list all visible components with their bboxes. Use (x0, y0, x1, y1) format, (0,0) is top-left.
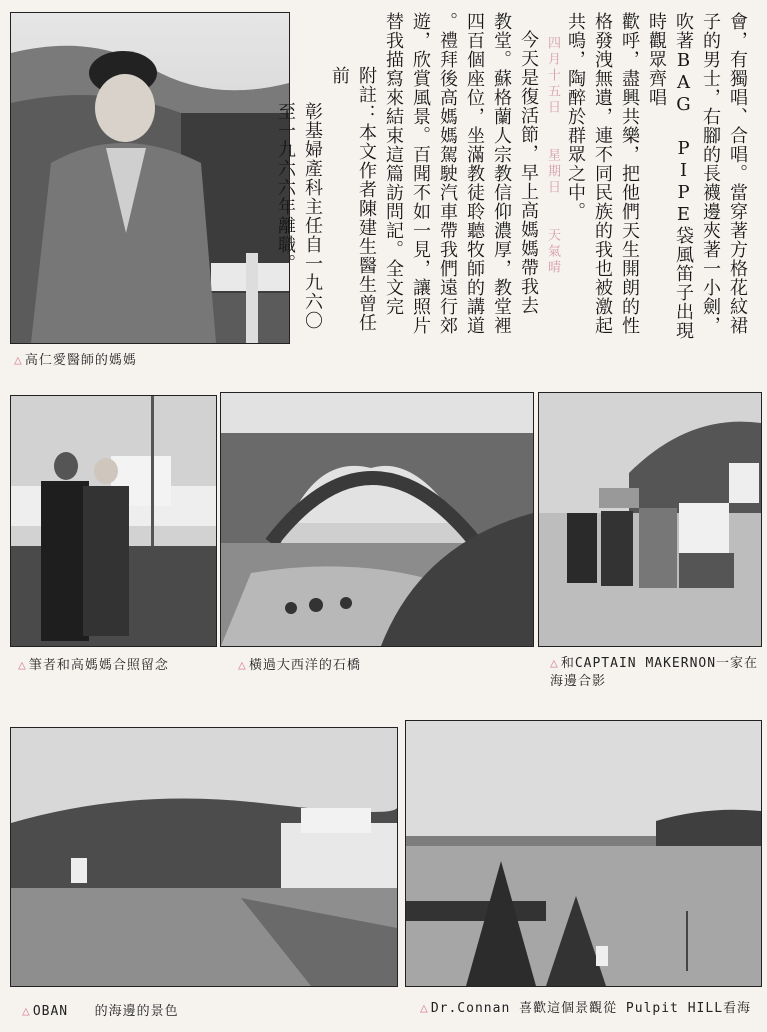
photo-mother-portrait (10, 12, 290, 344)
article-line: 教堂。蘇格蘭人宗教信仰濃厚，教堂裡 (491, 12, 512, 335)
photo-family-beach (538, 392, 762, 647)
caption-family-beach (550, 655, 758, 691)
article-line: 四百個座位，坐滿教徒聆聽牧師的講道 (464, 12, 485, 335)
article-line: 吹著BAG PIPE袋風笛子出現時觀眾齊唱 (646, 12, 694, 340)
caption-text: 筆者和高媽媽合照留念 (28, 658, 169, 673)
caption-text: 海邊合影 (550, 674, 607, 689)
article-line: 格發洩無遺，連不同民族的我也被激起 (592, 12, 613, 335)
caption-text: 和CAPTAIN MAKERNON一家在 (560, 656, 759, 671)
caption-text: 高仁愛醫師的媽媽 (24, 353, 137, 368)
caption-author-mother (18, 657, 169, 675)
caption-text: 橫過大西洋的石橋 (248, 658, 361, 673)
article-line: 今天是復活節，早上高媽媽帶我去 (518, 30, 539, 315)
caption-stone-bridge (238, 657, 361, 675)
triangle-marker-icon: △ (14, 353, 23, 368)
article-line: 。禮拜後高媽媽駕駛汽車帶我們遠行郊 (437, 12, 458, 335)
article-line: 子的男士，右腳的長襪邊夾著一小劍， (700, 12, 721, 335)
triangle-marker-icon: △ (22, 1004, 31, 1019)
caption-text: OBAN (32, 1004, 69, 1019)
triangle-marker-icon: △ (238, 658, 247, 673)
photo-oban-seafront (10, 727, 398, 987)
date-weather: 天氣晴 (545, 228, 560, 276)
date-month-day: 四月十五日 (545, 36, 560, 116)
date-weekday: 星期日 (545, 148, 560, 196)
footnote-line: 至一九六六年離職。 (275, 102, 296, 273)
photo-pulpit-hill-view (405, 720, 762, 987)
caption-mother (14, 352, 137, 370)
article-line: 會，有獨唱、合唱。當穿著方格花紋裙 (727, 12, 748, 335)
footnote-line: 附註：本文作者陳建生醫生曾任前 (329, 66, 377, 332)
triangle-marker-icon: △ (18, 658, 27, 673)
diary-dateline (542, 36, 562, 342)
article-text (275, 12, 751, 342)
caption-pulpit-hill (420, 1000, 751, 1018)
footnote-line: 彰基婦產科主任自一九六〇 (302, 102, 323, 330)
caption-text: 的海邊的景色 (94, 1004, 179, 1019)
caption-oban (22, 1003, 179, 1021)
article-line: 共鳴，陶醉於群眾之中。 (565, 12, 586, 221)
photo-stone-bridge (220, 392, 534, 647)
caption-text: Dr.Connan 喜歡這個景觀從 Pulpit HILL看海 (430, 1001, 752, 1016)
article-line: 歡呼，盡興共樂，把他們天生開朗的性 (619, 12, 640, 335)
photo-author-with-mother (10, 395, 217, 647)
article-line: 遊，欣賞風景。百聞不如一見，讓照片 (410, 12, 431, 335)
triangle-marker-icon: △ (420, 1001, 429, 1016)
article-line: 替我描寫來結束這篇訪問記。全文完 (383, 12, 404, 316)
triangle-marker-icon: △ (550, 656, 559, 671)
